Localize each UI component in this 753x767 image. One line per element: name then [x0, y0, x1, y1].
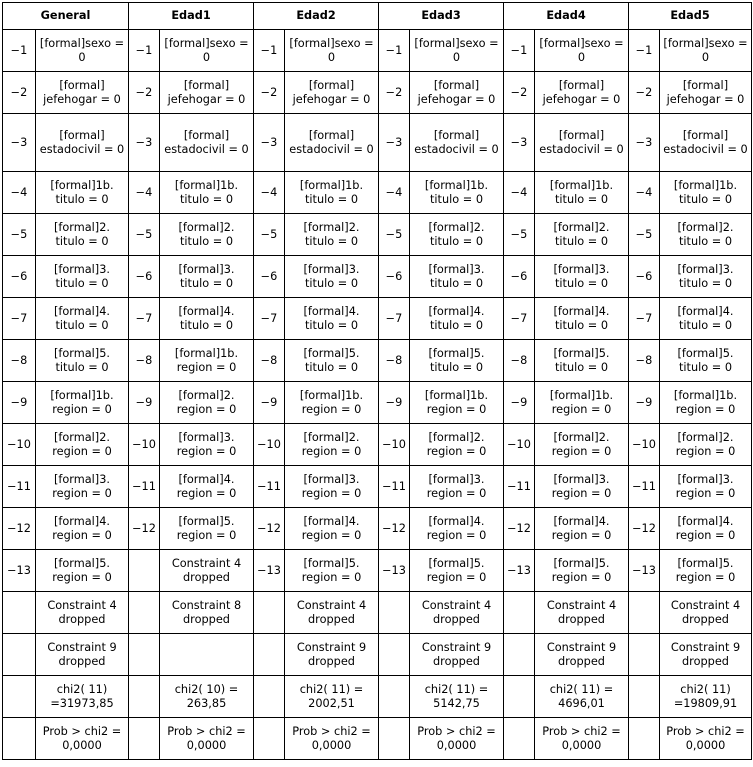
edad1-constraint-text	[160, 634, 254, 676]
general-constraint-number: −12	[3, 508, 36, 550]
general-constraint-text: [formal]4. region = 0	[36, 508, 129, 550]
constraints-table	[2, 2, 752, 760]
edad4-constraint-text: [formal]5. region = 0	[535, 550, 629, 592]
edad5-constraint-number: −4	[629, 172, 660, 214]
edad4-constraint-text: Constraint 4 dropped	[535, 592, 629, 634]
edad1-constraint-number	[129, 592, 160, 634]
edad5-constraint-text: Prob > chi2 = 0,0000	[660, 718, 752, 760]
edad3-constraint-number: −12	[379, 508, 410, 550]
edad5-constraint-text: [formal]2. region = 0	[660, 424, 752, 466]
edad4-constraint-text: [formal]4. titulo = 0	[535, 298, 629, 340]
edad5-constraint-number: −3	[629, 114, 660, 172]
edad1-constraint-number	[129, 550, 160, 592]
edad2-constraint-number: −1	[254, 30, 285, 72]
edad1-constraint-number	[129, 718, 160, 760]
edad5-constraint-text: [formal] jefehogar = 0	[660, 72, 752, 114]
table-row	[3, 256, 752, 298]
general-constraint-number: −8	[3, 340, 36, 382]
edad1-constraint-text: Constraint 4 dropped	[160, 550, 254, 592]
edad3-constraint-text: [formal] jefehogar = 0	[410, 72, 504, 114]
edad4-constraint-text: chi2( 11) = 4696,01	[535, 676, 629, 718]
edad4-constraint-number	[504, 634, 535, 676]
edad4-constraint-number: −2	[504, 72, 535, 114]
table-row	[3, 424, 752, 466]
edad1-constraint-text: Constraint 8 dropped	[160, 592, 254, 634]
edad1-constraint-text: [formal]4. region = 0	[160, 466, 254, 508]
table-row	[3, 676, 752, 718]
edad2-constraint-number: −2	[254, 72, 285, 114]
edad3-constraint-text: [formal]3. titulo = 0	[410, 256, 504, 298]
edad3-constraint-text: chi2( 11) = 5142,75	[410, 676, 504, 718]
edad4-constraint-number: −8	[504, 340, 535, 382]
edad5-constraint-number: −7	[629, 298, 660, 340]
edad3-constraint-number: −2	[379, 72, 410, 114]
edad1-constraint-text: chi2( 10) = 263,85	[160, 676, 254, 718]
general-constraint-number	[3, 634, 36, 676]
edad5-constraint-number: −2	[629, 72, 660, 114]
edad3-constraint-number	[379, 592, 410, 634]
edad1-constraint-number	[129, 634, 160, 676]
edad2-constraint-text: [formal]4. titulo = 0	[285, 298, 379, 340]
edad2-constraint-text: [formal]sexo = 0	[285, 30, 379, 72]
edad3-constraint-text: [formal]2. region = 0	[410, 424, 504, 466]
edad4-constraint-number: −9	[504, 382, 535, 424]
header-edad2: Edad2	[254, 3, 379, 30]
edad5-constraint-number	[629, 592, 660, 634]
general-constraint-text: Constraint 9 dropped	[36, 634, 129, 676]
general-constraint-text: Prob > chi2 = 0,0000	[36, 718, 129, 760]
edad5-constraint-text: Constraint 9 dropped	[660, 634, 752, 676]
edad3-constraint-number: −6	[379, 256, 410, 298]
edad5-constraint-number	[629, 634, 660, 676]
edad4-constraint-text: [formal]1b. region = 0	[535, 382, 629, 424]
general-constraint-text: [formal]3. titulo = 0	[36, 256, 129, 298]
edad4-constraint-number: −10	[504, 424, 535, 466]
edad1-constraint-text: [formal]3. region = 0	[160, 424, 254, 466]
general-constraint-number: −3	[3, 114, 36, 172]
edad1-constraint-number: −1	[129, 30, 160, 72]
edad4-constraint-text: [formal]2. titulo = 0	[535, 214, 629, 256]
edad5-constraint-number: −8	[629, 340, 660, 382]
edad4-constraint-number: −11	[504, 466, 535, 508]
table-row	[3, 718, 752, 760]
edad2-constraint-number: −4	[254, 172, 285, 214]
general-constraint-number	[3, 718, 36, 760]
edad4-constraint-number: −6	[504, 256, 535, 298]
edad5-constraint-text: [formal]sexo = 0	[660, 30, 752, 72]
edad4-constraint-number: −3	[504, 114, 535, 172]
edad5-constraint-text: Constraint 4 dropped	[660, 592, 752, 634]
edad2-constraint-number	[254, 592, 285, 634]
edad3-constraint-text: [formal]sexo = 0	[410, 30, 504, 72]
edad3-constraint-text: [formal]5. region = 0	[410, 550, 504, 592]
edad4-constraint-number: −7	[504, 298, 535, 340]
edad2-constraint-text: [formal]1b. titulo = 0	[285, 172, 379, 214]
edad1-constraint-number: −9	[129, 382, 160, 424]
edad2-constraint-number: −9	[254, 382, 285, 424]
edad3-constraint-number	[379, 718, 410, 760]
general-constraint-number: −2	[3, 72, 36, 114]
edad3-constraint-text: Constraint 4 dropped	[410, 592, 504, 634]
edad2-constraint-text: chi2( 11) = 2002,51	[285, 676, 379, 718]
edad2-constraint-number: −6	[254, 256, 285, 298]
edad2-constraint-text: [formal]5. titulo = 0	[285, 340, 379, 382]
edad2-constraint-number	[254, 718, 285, 760]
general-constraint-text: [formal]5. titulo = 0	[36, 340, 129, 382]
edad3-constraint-text: [formal]4. titulo = 0	[410, 298, 504, 340]
edad1-constraint-number: −11	[129, 466, 160, 508]
edad3-constraint-number	[379, 676, 410, 718]
edad2-constraint-number	[254, 676, 285, 718]
edad1-constraint-number: −8	[129, 340, 160, 382]
header-edad1: Edad1	[129, 3, 254, 30]
edad3-constraint-number: −11	[379, 466, 410, 508]
edad2-constraint-text: [formal]3. titulo = 0	[285, 256, 379, 298]
table-row	[3, 382, 752, 424]
table-row	[3, 172, 752, 214]
table-row	[3, 298, 752, 340]
edad4-constraint-number: −1	[504, 30, 535, 72]
general-constraint-text: [formal]1b. titulo = 0	[36, 172, 129, 214]
edad3-constraint-number: −3	[379, 114, 410, 172]
edad4-constraint-text: [formal]sexo = 0	[535, 30, 629, 72]
edad1-constraint-text: [formal] jefehogar = 0	[160, 72, 254, 114]
edad4-constraint-text: Constraint 9 dropped	[535, 634, 629, 676]
table-row	[3, 214, 752, 256]
general-constraint-text: [formal]3. region = 0	[36, 466, 129, 508]
general-constraint-number: −11	[3, 466, 36, 508]
edad1-constraint-text: [formal]1b. titulo = 0	[160, 172, 254, 214]
edad2-constraint-text: [formal]3. region = 0	[285, 466, 379, 508]
edad3-constraint-number	[379, 634, 410, 676]
edad5-constraint-number: −9	[629, 382, 660, 424]
general-constraint-number: −6	[3, 256, 36, 298]
edad4-constraint-text: [formal] estadocivil = 0	[535, 114, 629, 172]
edad4-constraint-text: [formal]2. region = 0	[535, 424, 629, 466]
table-row	[3, 508, 752, 550]
table-row	[3, 634, 752, 676]
edad1-constraint-number: −4	[129, 172, 160, 214]
edad4-constraint-text: [formal]3. titulo = 0	[535, 256, 629, 298]
edad1-constraint-text: [formal] estadocivil = 0	[160, 114, 254, 172]
edad1-constraint-number: −10	[129, 424, 160, 466]
edad5-constraint-text: chi2( 11) =19809,91	[660, 676, 752, 718]
edad4-constraint-text: [formal]4. region = 0	[535, 508, 629, 550]
edad2-constraint-text: [formal]2. region = 0	[285, 424, 379, 466]
edad3-constraint-text: [formal]3. region = 0	[410, 466, 504, 508]
edad1-constraint-text: [formal]2. region = 0	[160, 382, 254, 424]
edad2-constraint-number: −10	[254, 424, 285, 466]
general-constraint-text: [formal]5. region = 0	[36, 550, 129, 592]
edad1-constraint-text: [formal]2. titulo = 0	[160, 214, 254, 256]
edad2-constraint-number: −13	[254, 550, 285, 592]
edad2-constraint-number	[254, 634, 285, 676]
edad4-constraint-number: −4	[504, 172, 535, 214]
edad5-constraint-text: [formal]1b. region = 0	[660, 382, 752, 424]
table-row	[3, 340, 752, 382]
edad3-constraint-text: Prob > chi2 = 0,0000	[410, 718, 504, 760]
edad4-constraint-text: [formal]5. titulo = 0	[535, 340, 629, 382]
edad1-constraint-text: [formal]4. titulo = 0	[160, 298, 254, 340]
general-constraint-number	[3, 592, 36, 634]
edad2-constraint-number: −12	[254, 508, 285, 550]
edad5-constraint-number	[629, 676, 660, 718]
edad1-constraint-text: [formal]5. region = 0	[160, 508, 254, 550]
edad1-constraint-number: −6	[129, 256, 160, 298]
edad3-constraint-text: Constraint 9 dropped	[410, 634, 504, 676]
edad4-constraint-number: −12	[504, 508, 535, 550]
header-row	[3, 3, 752, 30]
table-row	[3, 466, 752, 508]
edad5-constraint-text: [formal]2. titulo = 0	[660, 214, 752, 256]
edad3-constraint-number: −10	[379, 424, 410, 466]
edad3-constraint-text: [formal]4. region = 0	[410, 508, 504, 550]
edad4-constraint-text: [formal]3. region = 0	[535, 466, 629, 508]
edad3-constraint-number: −13	[379, 550, 410, 592]
general-constraint-text: [formal] jefehogar = 0	[36, 72, 129, 114]
edad1-constraint-number: −5	[129, 214, 160, 256]
edad4-constraint-number: −13	[504, 550, 535, 592]
edad5-constraint-number: −11	[629, 466, 660, 508]
general-constraint-number: −1	[3, 30, 36, 72]
edad5-constraint-number	[629, 718, 660, 760]
general-constraint-number: −13	[3, 550, 36, 592]
edad2-constraint-text: [formal] jefehogar = 0	[285, 72, 379, 114]
edad2-constraint-number: −5	[254, 214, 285, 256]
edad1-constraint-number: −12	[129, 508, 160, 550]
table-row	[3, 30, 752, 72]
table-row	[3, 72, 752, 114]
edad5-constraint-number: −13	[629, 550, 660, 592]
edad1-constraint-number: −2	[129, 72, 160, 114]
edad5-constraint-text: [formal]3. region = 0	[660, 466, 752, 508]
general-constraint-text: [formal]2. region = 0	[36, 424, 129, 466]
edad3-constraint-text: [formal] estadocivil = 0	[410, 114, 504, 172]
table-row	[3, 114, 752, 172]
edad2-constraint-text: Prob > chi2 = 0,0000	[285, 718, 379, 760]
edad2-constraint-text: Constraint 4 dropped	[285, 592, 379, 634]
general-constraint-text: [formal]2. titulo = 0	[36, 214, 129, 256]
edad1-constraint-text: [formal]1b. region = 0	[160, 340, 254, 382]
general-constraint-text: [formal]sexo = 0	[36, 30, 129, 72]
edad5-constraint-text: [formal]4. region = 0	[660, 508, 752, 550]
edad4-constraint-text: [formal] jefehogar = 0	[535, 72, 629, 114]
edad5-constraint-text: [formal]4. titulo = 0	[660, 298, 752, 340]
edad3-constraint-number: −4	[379, 172, 410, 214]
edad2-constraint-number: −3	[254, 114, 285, 172]
edad2-constraint-text: [formal] estadocivil = 0	[285, 114, 379, 172]
edad2-constraint-text: [formal]5. region = 0	[285, 550, 379, 592]
edad5-constraint-text: [formal]5. titulo = 0	[660, 340, 752, 382]
general-constraint-number: −10	[3, 424, 36, 466]
edad4-constraint-number: −5	[504, 214, 535, 256]
general-constraint-number: −9	[3, 382, 36, 424]
general-constraint-text: [formal]1b. region = 0	[36, 382, 129, 424]
edad1-constraint-number: −7	[129, 298, 160, 340]
edad2-constraint-text: [formal]4. region = 0	[285, 508, 379, 550]
edad4-constraint-number	[504, 592, 535, 634]
edad4-constraint-text: Prob > chi2 = 0,0000	[535, 718, 629, 760]
edad1-constraint-number	[129, 676, 160, 718]
edad3-constraint-text: [formal]1b. titulo = 0	[410, 172, 504, 214]
edad3-constraint-text: [formal]1b. region = 0	[410, 382, 504, 424]
general-constraint-number: −4	[3, 172, 36, 214]
header-edad3: Edad3	[379, 3, 504, 30]
edad4-constraint-number	[504, 676, 535, 718]
header-general: General	[3, 3, 129, 30]
edad3-constraint-text: [formal]2. titulo = 0	[410, 214, 504, 256]
edad3-constraint-number: −1	[379, 30, 410, 72]
edad1-constraint-number: −3	[129, 114, 160, 172]
edad5-constraint-number: −6	[629, 256, 660, 298]
edad4-constraint-number	[504, 718, 535, 760]
edad2-constraint-text: Constraint 9 dropped	[285, 634, 379, 676]
edad3-constraint-text: [formal]5. titulo = 0	[410, 340, 504, 382]
edad3-constraint-number: −5	[379, 214, 410, 256]
general-constraint-number	[3, 676, 36, 718]
edad5-constraint-text: [formal] estadocivil = 0	[660, 114, 752, 172]
edad1-constraint-text: [formal]sexo = 0	[160, 30, 254, 72]
general-constraint-text: Constraint 4 dropped	[36, 592, 129, 634]
edad2-constraint-text: [formal]2. titulo = 0	[285, 214, 379, 256]
general-constraint-number: −5	[3, 214, 36, 256]
edad5-constraint-number: −1	[629, 30, 660, 72]
edad4-constraint-text: [formal]1b. titulo = 0	[535, 172, 629, 214]
table-row	[3, 550, 752, 592]
edad5-constraint-number: −12	[629, 508, 660, 550]
edad3-constraint-number: −8	[379, 340, 410, 382]
edad1-constraint-text: [formal]3. titulo = 0	[160, 256, 254, 298]
header-edad4: Edad4	[504, 3, 629, 30]
general-constraint-text: chi2( 11) =31973,85	[36, 676, 129, 718]
edad5-constraint-number: −10	[629, 424, 660, 466]
edad3-constraint-number: −7	[379, 298, 410, 340]
general-constraint-text: [formal]4. titulo = 0	[36, 298, 129, 340]
edad2-constraint-number: −7	[254, 298, 285, 340]
table-row	[3, 592, 752, 634]
edad5-constraint-number: −5	[629, 214, 660, 256]
edad1-constraint-text: Prob > chi2 = 0,0000	[160, 718, 254, 760]
general-constraint-text: [formal] estadocivil = 0	[36, 114, 129, 172]
edad5-constraint-text: [formal]1b. titulo = 0	[660, 172, 752, 214]
edad2-constraint-number: −8	[254, 340, 285, 382]
edad2-constraint-number: −11	[254, 466, 285, 508]
edad3-constraint-number: −9	[379, 382, 410, 424]
edad5-constraint-text: [formal]3. titulo = 0	[660, 256, 752, 298]
table-body	[3, 30, 752, 760]
edad5-constraint-text: [formal]5. region = 0	[660, 550, 752, 592]
header-edad5: Edad5	[629, 3, 752, 30]
edad2-constraint-text: [formal]1b. region = 0	[285, 382, 379, 424]
general-constraint-number: −7	[3, 298, 36, 340]
